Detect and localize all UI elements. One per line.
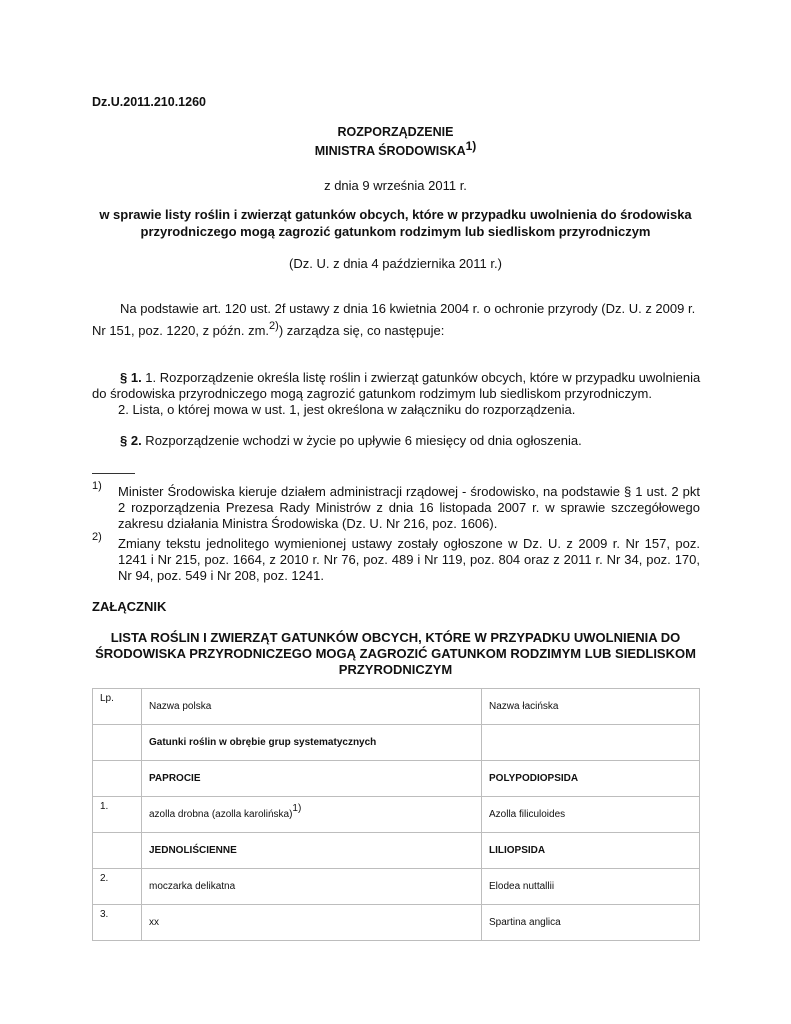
footnote-ref-table[interactable]: 1) (292, 803, 302, 814)
row-polish-text: azolla drobna (azolla karolińska) (149, 809, 293, 820)
table-row (93, 761, 700, 797)
table-row (93, 869, 700, 905)
row-latin-name: POLYPODIOPSIDA (482, 761, 700, 797)
preamble-line-1: Na podstawie art. 120 ust. 2f ustawy z dnia 16 kwietnia 2004 r. o ochronie przyrody (Dz. U. z 2009 r. (120, 301, 696, 316)
subject-line-2: przyrodniczego mogą zagrozić gatunkom rodzimym lub siedliskom przyrodniczym (140, 224, 651, 239)
row-polish-name (142, 797, 482, 833)
row-lp (93, 725, 142, 761)
paragraph-2 (120, 432, 582, 449)
table-row (93, 905, 700, 941)
row-lp (93, 833, 142, 869)
paragraph-1-line-3: 2. Lista, o której mowa w ust. 1, jest określona w załączniku do rozporządzenia. (118, 402, 576, 417)
species-table (92, 688, 700, 941)
row-polish-name: PAPROCIE (142, 761, 482, 797)
subject-line-1: w sprawie listy roślin i zwierząt gatunków obcych, które w przypadku uwolnienia do środowiska (99, 207, 692, 222)
header-latin-name: Nazwa łacińska (482, 689, 700, 725)
preamble-text-b: ) zarządza się, co następuje: (278, 323, 445, 338)
paragraph-1-line-1 (120, 369, 700, 386)
header-lp: Lp. (93, 689, 142, 725)
table-header-row (93, 689, 700, 725)
row-lp: 2. (93, 869, 142, 905)
paragraph-1-label: § 1. (120, 370, 142, 385)
footnote-ref-1[interactable]: 1) (465, 139, 477, 153)
preamble-line-2 (92, 322, 444, 339)
row-latin-name: LILIOPSIDA (482, 833, 700, 869)
row-polish-name: moczarka delikatna (142, 869, 482, 905)
footnote-1-text: Minister Środowiska kieruje działem administracji rządowej - środowisko, na podstawie § 1 ust. 2 pkt 2 rozporządzenia Prezesa Rady Ministrów z dnia 16 listopada 2007 r. w sprawie szczegółowego zakresu działania Ministra Środowiska (Dz. U. Nr 216, poz. 1606). (118, 484, 700, 531)
row-polish-name: Gatunki roślin w obrębie grup systematycznych (142, 725, 482, 761)
document-date: z dnia 9 września 2011 r. (324, 178, 467, 193)
annex-title-line-3: PRZYRODNICZYM (338, 662, 453, 677)
preamble-text-a: Nr 151, poz. 1220, z późn. zm. (92, 323, 270, 338)
paragraph-1-text-1: 1. Rozporządzenie określa listę roślin i zwierząt gatunków obcych, które w przypadku uwolnienia (141, 370, 701, 385)
row-polish-name: xx (142, 905, 482, 941)
table-row (93, 725, 700, 761)
row-latin-name (482, 725, 700, 761)
title-line-1: ROZPORZĄDZENIE (337, 125, 454, 139)
document-id: Dz.U.2011.210.1260 (92, 95, 206, 109)
table-row (93, 797, 700, 833)
footnote-ref-2[interactable]: 2) (269, 320, 279, 332)
publication-info: (Dz. U. z dnia 4 października 2011 r.) (289, 256, 502, 271)
row-latin-name: Azolla filiculoides (482, 797, 700, 833)
annex-label: ZAŁĄCZNIK (92, 599, 167, 614)
paragraph-1-line-2: do środowiska przyrodniczego mogą zagrozić gatunkom rodzimym lub siedliskom przyrodniczym. (92, 386, 652, 401)
paragraph-2-label: § 2. (120, 433, 142, 448)
title-line-2-text: MINISTRA ŚRODOWISKA (314, 144, 466, 158)
row-polish-name: JEDNOLIŚCIENNE (142, 833, 482, 869)
annex-title-line-1: LISTA ROŚLIN I ZWIERZĄT GATUNKÓW OBCYCH, KTÓRE W PRZYPADKU UWOLNIENIA DO (110, 630, 681, 645)
footnote-2-text: Zmiany tekstu jednolitego wymienionej ustawy zostały ogłoszone w Dz. U. z 2009 r. Nr 157, poz. 1241 i Nr 215, poz. 1664, z 2010 r. Nr 76, poz. 489 i Nr 119, poz. 804 oraz z 2011 r. Nr 34, poz. 170, Nr 94, poz. 549 i Nr 208, poz. 1241. (118, 536, 700, 583)
footnote-separator (92, 473, 135, 474)
footnote-2-number: 2) (92, 531, 102, 543)
paragraph-2-text: Rozporządzenie wchodzi w życie po upływie 6 miesięcy od dnia ogłoszenia. (141, 433, 582, 448)
row-lp: 1. (93, 797, 142, 833)
annex-title-line-2: ŚRODOWISKA PRZYRODNICZEGO MOGĄ ZAGROZIĆ GATUNKOM RODZIMYM LUB SIEDLISKOM (95, 646, 696, 661)
row-lp (93, 761, 142, 797)
title-line-2 (0, 139, 791, 159)
row-latin-name: Elodea nuttallii (482, 869, 700, 905)
footnote-1-number: 1) (92, 480, 102, 492)
row-lp: 3. (93, 905, 142, 941)
table-row (93, 833, 700, 869)
header-polish-name: Nazwa polska (142, 689, 482, 725)
row-latin-name: Spartina anglica (482, 905, 700, 941)
